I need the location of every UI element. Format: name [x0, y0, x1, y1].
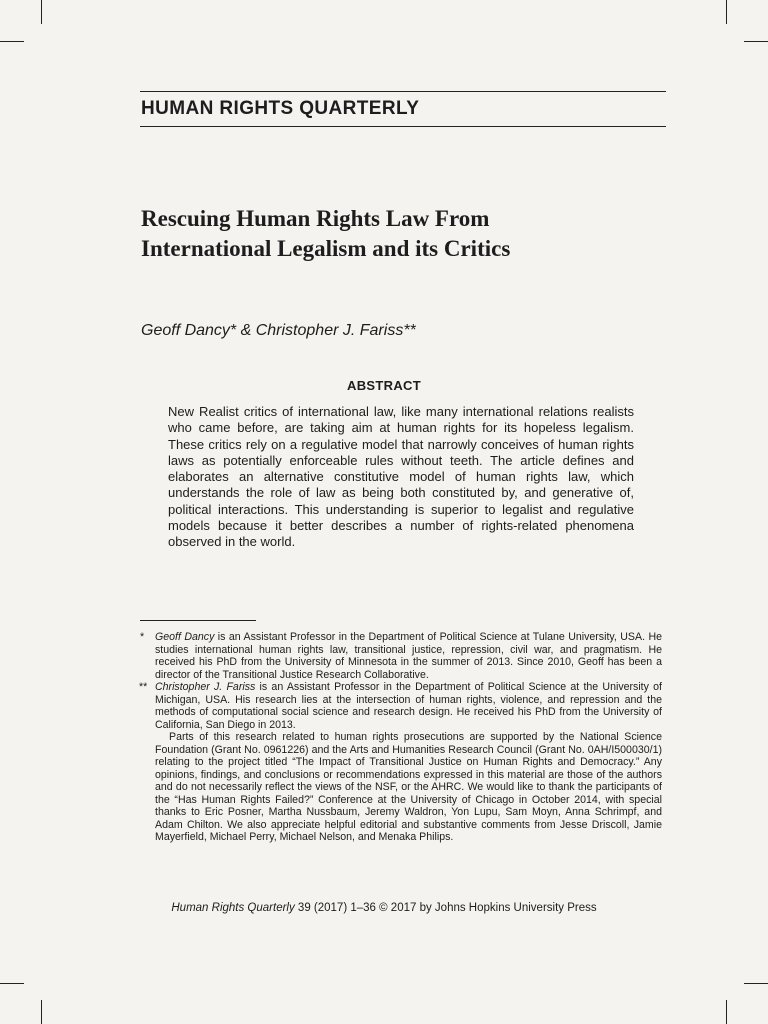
footnote-mark: *	[140, 631, 145, 643]
journal-header-rule-bottom	[140, 126, 666, 127]
crop-mark-left-top	[0, 41, 24, 42]
footnote-fariss	[140, 681, 662, 844]
article-authors: Geoff Dancy* & Christopher J. Fariss**	[141, 322, 416, 339]
article-title-line-1: Rescuing Human Rights Law From	[141, 206, 490, 231]
journal-name: HUMAN RIGHTS QUARTERLY	[141, 98, 420, 119]
footer-citation-text: 39 (2017) 1–36 © 2017 by Johns Hopkins University Press	[294, 902, 597, 914]
footnotes	[140, 631, 662, 844]
footnote-author-name: Geoff Dancy	[155, 631, 215, 643]
footnote-dancy	[140, 631, 662, 681]
crop-mark-right-top	[744, 41, 768, 42]
footer-journal-name: Human Rights Quarterly	[171, 902, 295, 914]
abstract-text: New Realist critics of international law, like many international relations realists who came before, are taking aim at human rights for its hopeless legalism. These critics rely on a regulative model that narrowly conceives of human rights laws as potentially enforceable rules without teeth. The article defines and elaborates an alternative constitutive model of human rights law, which understands the role of law as being both constituted by, and generative of, political interactions. This understanding is superior to legalist and regulative models because it better describes a number of rights-related phenomena observed in the world.	[168, 404, 634, 550]
footnote-text: is an Assistant Professor in the Department of Political Science at Tulane University, USA. He studies international human rights law, transitional justice, repression, civil war, and pragmatism. He received his PhD from the University of Minnesota in the summer of 2013. Since 2010, Geoff has been a director of the Transitional Justice Research Collaborative.	[155, 631, 662, 681]
footnote-rule	[140, 620, 256, 621]
footnote-author-name: Christopher J. Fariss	[155, 681, 256, 693]
article-title-line-2: International Legalism and its Critics	[141, 236, 511, 261]
crop-mark-left-bottom	[0, 983, 24, 984]
crop-mark-bottom-left	[41, 1000, 42, 1024]
crop-mark-top-right	[726, 0, 727, 24]
crop-mark-top-left	[41, 0, 42, 24]
crop-mark-right-bottom	[744, 983, 768, 984]
footnote-acknowledgements: Parts of this research related to human rights prosecutions are supported by the National Science Foundation (Grant No. 0961226) and the Arts and Humanities Research Council (Grant No. 0AH/I500030/1) relating to the project titled “The Impact of Transitional Justice on Human Rights and Democracy.” Any opinions, findings, and conclusions or recommendations expressed in this material are those of the authors and do not necessarily reflect the views of the NSF, or the AHRC. We would like to thank the participants of the “Has Human Rights Failed?” Conference at the University of Chicago in October 2014, with special thanks to Eric Posner, Martha Nussbaum, Jeremy Waldron, Yon Lupu, Sam Moyn, Anna Schrimpf, and Adam Chilton. We also appreciate helpful editorial and substantive comments from Jesse Driscoll, Jamie Mayerfield, Michael Perry, Michael Nelson, and Menaka Philips.	[155, 731, 662, 843]
page-footer-citation	[0, 902, 768, 914]
crop-mark-bottom-right	[726, 1000, 727, 1024]
article-title	[141, 204, 661, 264]
footnote-mark: **	[139, 681, 148, 693]
journal-header-rule-top	[140, 91, 666, 92]
footnote-text: is an Assistant Professor in the Department of Political Science at the University of Michigan, USA. His research lies at the intersection of human rights, violence, and repression and the methods of computational social science and research design. He received his PhD from the University of California, San Diego in 2013.	[155, 681, 662, 731]
abstract-heading: ABSTRACT	[347, 378, 421, 393]
